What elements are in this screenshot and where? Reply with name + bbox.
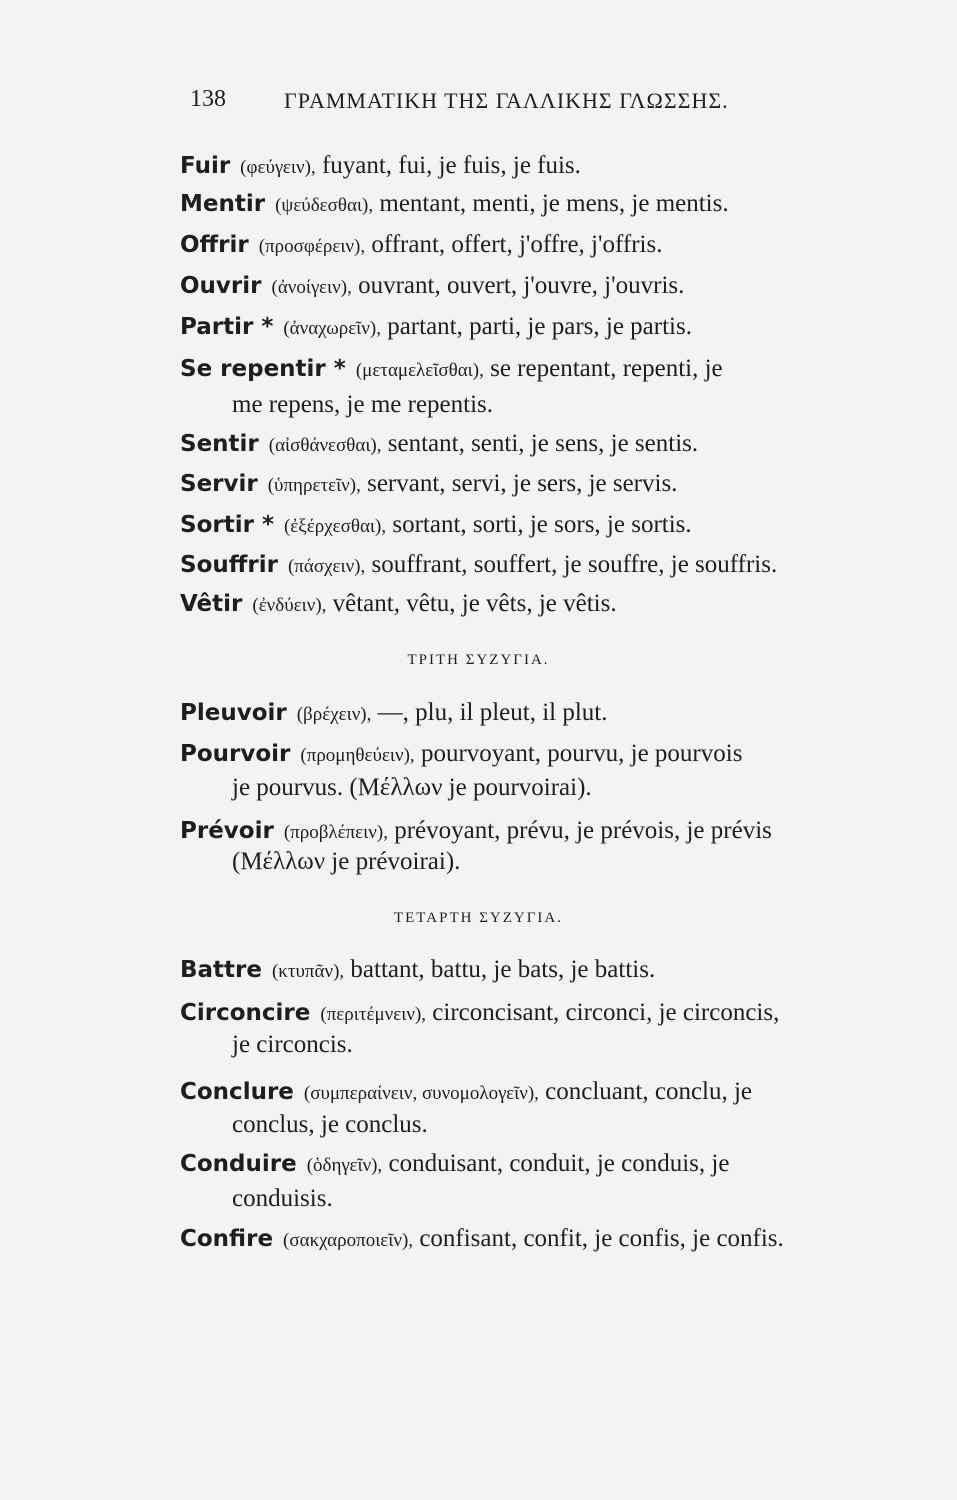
conjugation: mentant, menti, je mens, je mentis. xyxy=(379,190,729,217)
headword: Conclure xyxy=(180,1079,294,1105)
verb-entry xyxy=(180,697,870,731)
conjugation: confisant, confit, je confis, je confis. xyxy=(419,1225,784,1252)
verb-entry xyxy=(180,353,870,387)
conjugation: offrant, offert, j'offre, j'offris. xyxy=(371,231,663,258)
conjugation: sentant, senti, je sens, je sentis. xyxy=(387,430,699,457)
verb-entry xyxy=(180,229,870,263)
greek-gloss: (ἀνοίγειν), xyxy=(271,277,352,298)
headword: Fuir xyxy=(180,153,231,179)
verb-entry-continuation xyxy=(232,772,922,804)
verb-entry xyxy=(180,549,870,583)
conjugation: servant, servi, je sers, je servis. xyxy=(367,470,678,497)
headword: Conduire xyxy=(180,1151,297,1177)
conjugation: prévoyant, prévu, je prévois, je prévis xyxy=(394,817,772,844)
conjugation: vêtant, vêtu, je vêts, je vêtis. xyxy=(332,590,617,617)
headword: Mentir xyxy=(180,191,266,217)
conjugation: conduisis. xyxy=(232,1185,333,1212)
greek-gloss: (ψεύδεσθαι), xyxy=(275,195,374,216)
greek-gloss: (μεταμελεῖσθαι), xyxy=(355,360,484,381)
verb-entry-continuation xyxy=(232,1183,922,1215)
conjugation: fuyant, fui, je fuis, je fuis. xyxy=(321,152,581,179)
headword: Pleuvoir xyxy=(180,700,287,726)
verb-entry-continuation xyxy=(232,1029,922,1061)
headword: Pourvoir xyxy=(180,741,291,767)
verb-entry xyxy=(180,1223,870,1257)
verb-entry xyxy=(180,588,870,622)
conjugation: souffrant, souffert, je souffre, je souffris. xyxy=(371,551,778,578)
greek-gloss: (κτυπᾶν), xyxy=(271,961,345,982)
headword: Circoncire xyxy=(180,1000,311,1026)
headword: Ouvrir xyxy=(180,273,262,299)
greek-gloss: (προμηθεύειν), xyxy=(300,745,415,766)
headword: Sortir * xyxy=(180,512,274,538)
greek-gloss: (βρέχειν), xyxy=(296,704,372,725)
headword: Souffrir xyxy=(180,552,278,578)
headword: Confire xyxy=(180,1226,274,1252)
headword: Sentir xyxy=(180,431,259,457)
conjugation: circoncisant, circonci, je circoncis, xyxy=(432,999,780,1026)
conjugation: je circoncis. xyxy=(232,1031,353,1058)
conjugation: conclus, je conclus. xyxy=(232,1111,428,1138)
verb-entry xyxy=(180,815,870,849)
verb-entry-continuation xyxy=(232,1109,922,1141)
page-number: 138 xyxy=(190,86,226,112)
conjugation: —, plu, il pleut, il plut. xyxy=(377,699,608,726)
page-header xyxy=(190,86,790,122)
greek-gloss: (αἰσθάνεσθαι), xyxy=(268,435,382,456)
conjugation: me repens, je me repentis. xyxy=(232,391,494,418)
greek-gloss: (περιτέμνειν), xyxy=(320,1004,427,1025)
conjugation: conduisant, conduit, je conduis, je xyxy=(388,1150,730,1177)
greek-gloss: (ἐξέρχεσθαι), xyxy=(283,516,387,537)
headword: Se repentir * xyxy=(180,356,346,382)
headword: Offrir xyxy=(180,232,249,258)
greek-gloss: (ἀναχωρεῖν), xyxy=(283,318,381,339)
verb-entry xyxy=(180,188,870,222)
conjugation: (Μέλλων je prévoirai). xyxy=(232,848,461,875)
verb-entry xyxy=(180,1076,870,1110)
verb-entry xyxy=(180,468,870,502)
greek-gloss: (σακχαροποιεῖν), xyxy=(283,1230,414,1251)
verb-entry xyxy=(180,997,870,1031)
conjugation: partant, parti, je pars, je partis. xyxy=(387,313,692,340)
conjugation: ouvrant, ouvert, j'ouvre, j'ouvris. xyxy=(358,272,685,299)
verb-entry xyxy=(180,428,870,462)
headword: Battre xyxy=(180,957,262,983)
running-title: ΓΡΑΜΜΑΤΙΚΗ ΤΗΣ ΓΑΛΛΙΚΗΣ ΓΛΩΣΣΗΣ. xyxy=(284,88,729,113)
conjugation: pourvoyant, pourvu, je pourvois xyxy=(420,740,743,767)
section-title: ΤΡΙΤΗ ΣΥΖΥΓΙΑ. xyxy=(407,652,550,668)
greek-gloss: (ὁδηγεῖν), xyxy=(306,1155,383,1176)
greek-gloss: (φεύγειν), xyxy=(240,157,316,178)
greek-gloss: (ὑπηρετεῖν), xyxy=(267,475,361,496)
verb-entry xyxy=(180,954,870,988)
section-title: ΤΕΤΑΡΤΗ ΣΥΖΥΓΙΑ. xyxy=(393,910,563,926)
verb-entry xyxy=(180,509,870,543)
verb-entry xyxy=(180,270,870,304)
greek-gloss: (πάσχειν), xyxy=(287,556,366,577)
verb-entry xyxy=(180,738,870,772)
headword: Vêtir xyxy=(180,591,243,617)
headword: Servir xyxy=(180,471,258,497)
greek-gloss: (συμπεραίνειν, συνομολογεῖν), xyxy=(303,1083,539,1104)
verb-entry-continuation xyxy=(232,846,922,878)
verb-entry xyxy=(180,311,870,345)
conjugation: sortant, sorti, je sors, je sortis. xyxy=(392,511,692,538)
verb-entry xyxy=(180,150,870,184)
greek-gloss: (ἐνδύειν), xyxy=(252,595,327,616)
conjugation: se repentant, repenti, je xyxy=(490,355,723,382)
conjugation: concluant, conclu, je xyxy=(545,1078,753,1105)
greek-gloss: (προσφέρειν), xyxy=(258,236,366,257)
verb-entry xyxy=(180,1148,870,1182)
conjugation: battant, battu, je bats, je battis. xyxy=(350,956,656,983)
headword: Prévoir xyxy=(180,818,274,844)
verb-entry-continuation xyxy=(232,389,922,421)
greek-gloss: (προβλέπειν), xyxy=(283,822,388,843)
conjugation: je pourvus. (Μέλλων je pourvoirai). xyxy=(232,774,592,801)
headword: Partir * xyxy=(180,314,274,340)
